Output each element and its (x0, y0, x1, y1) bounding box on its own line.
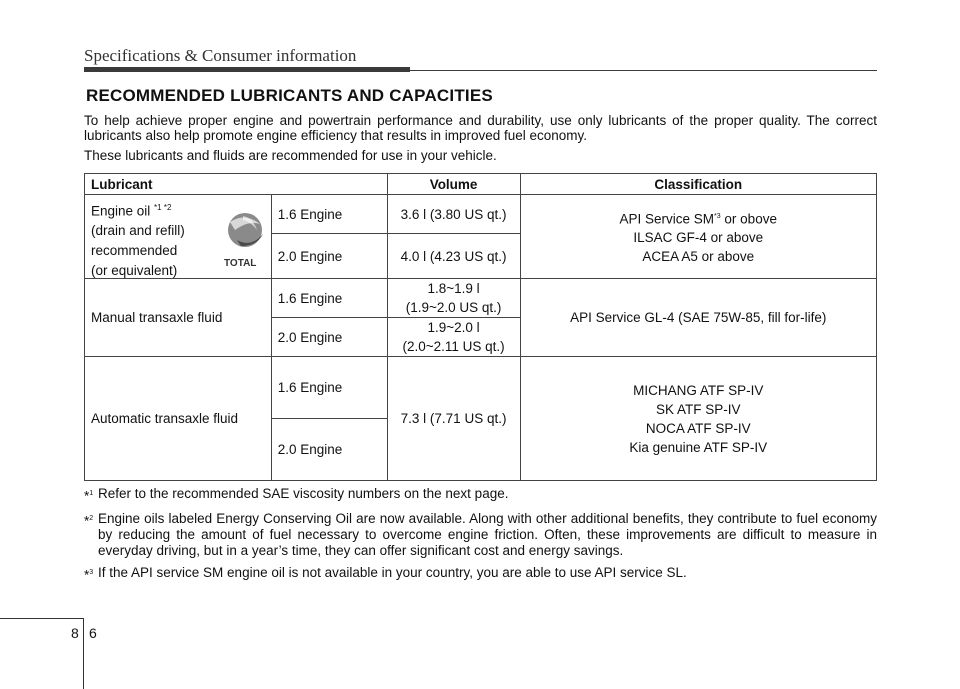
header-classification: Classification (520, 174, 877, 195)
footnote-3 (84, 565, 877, 584)
total-logo (223, 208, 275, 268)
table-row (85, 357, 877, 419)
header-spacer (271, 174, 387, 195)
class-api-sm: API Service SM (619, 211, 715, 227)
class-api-sm-suffix: or obove (720, 211, 777, 227)
manual-20-volume (387, 318, 520, 357)
automatic-transaxle-label: Automatic transaxle fluid (85, 357, 272, 481)
engine-oil-16-volume: 3.6 l (3.80 US qt.) (387, 195, 520, 234)
table-header-row (85, 174, 877, 195)
manual-transaxle-label: Manual transaxle fluid (85, 279, 272, 357)
manual-16-volume-l: 1.8~1.9 l (427, 281, 480, 296)
class-noca: NOCA ATF SP-IV (645, 420, 751, 436)
engine-oil-cell (85, 195, 272, 279)
manual-20-engine: 2.0 Engine (271, 318, 387, 357)
footnote-1 (84, 486, 877, 505)
automatic-classification (520, 357, 877, 481)
page-footer-divider (83, 618, 84, 689)
header-volume: Volume (387, 174, 520, 195)
footnotes (84, 486, 877, 589)
header-title: Specifications & Consumer information (84, 46, 357, 65)
engine-oil-classification (520, 195, 877, 279)
header-lubricant: Lubricant (85, 174, 272, 195)
engine-oil-16-engine: 1.6 Engine (271, 195, 387, 234)
class-sk: SK ATF SP-IV (655, 401, 741, 417)
manual-16-volume (387, 279, 520, 318)
class-api-sm-footnote: *3 (714, 212, 721, 220)
manual-classification: API Service GL-4 (SAE 75W-85, fill for-life) (520, 279, 877, 357)
engine-oil-line2: (drain and refill) (91, 223, 185, 238)
class-kia: Kia genuine ATF SP-IV (629, 439, 768, 455)
class-ilsac: ILSAC GF-4 or above (633, 230, 764, 246)
manual-16-engine: 1.6 Engine (271, 279, 387, 318)
footnote-1-number: 1 (89, 490, 94, 497)
engine-oil-label: Engine oil (91, 203, 155, 218)
page-number: 6 (89, 625, 97, 641)
intro-paragraph-2: These lubricants and fluids are recommended for use in your vehicle. (84, 148, 497, 163)
footnote-1-text: Refer to the recommended SAE viscosity numbers on the next page. (98, 486, 509, 501)
header-rule (410, 70, 877, 71)
footnote-1-mark: * (84, 488, 90, 504)
automatic-volume: 7.3 l (7.71 US qt.) (387, 357, 520, 481)
engine-oil-20-engine: 2.0 Engine (271, 234, 387, 279)
engine-oil-line4: (or equivalent) (91, 263, 178, 278)
table-row (85, 279, 877, 318)
class-acea: ACEA A5 or above (642, 249, 755, 265)
automatic-16-engine: 1.6 Engine (271, 357, 387, 419)
page-chapter-number: 8 (71, 625, 79, 641)
manual-20-volume-l: 1.9~2.0 l (427, 320, 480, 335)
engine-oil-line3: recommended (91, 243, 178, 258)
footnote-2-number: 2 (89, 514, 94, 522)
footnote-3-mark: * (84, 567, 90, 582)
intro-paragraph: To help achieve proper engine and powertrain performance and durability, use only lubricants of the proper quality. The correct lubricants also help promote engine efficiency that results in improved fuel economy. (84, 113, 877, 143)
lubricants-table (84, 173, 877, 481)
footnote-3-text: If the API service SM engine oil is not available in your country, you are able to use API service SL. (98, 564, 687, 580)
class-michang: MICHANG ATF SP-IV (633, 382, 764, 398)
manual-20-volume-qt: (2.0~2.11 US qt.) (402, 339, 505, 354)
footnote-3-number: 3 (89, 568, 94, 576)
page-footer-rule (0, 618, 84, 619)
manual-16-volume-qt: (1.9~2.0 US qt.) (405, 300, 502, 315)
footnote-2-mark: * (84, 513, 90, 528)
header-bar (84, 67, 410, 72)
total-logo-text: TOTAL (224, 257, 257, 268)
automatic-20-engine: 2.0 Engine (271, 419, 387, 481)
footnote-2-text: Engine oils labeled Energy Conserving Oil are now available. Along with other additional benefits, they contribute to fuel economy by reducing the amount of fuel necessary to overcome engine friction. Often, these improvements are difficult to measure in everyday driving, but in a year’s time, they can offer significant cost and energy savings. (98, 510, 877, 558)
table-row (85, 195, 877, 234)
footnote-2 (84, 511, 877, 559)
engine-oil-20-volume: 4.0 l (4.23 US qt.) (387, 234, 520, 279)
engine-oil-footnote-marks: *1 *2 (154, 202, 172, 212)
section-title: RECOMMENDED LUBRICANTS AND CAPACITIES (86, 86, 493, 105)
